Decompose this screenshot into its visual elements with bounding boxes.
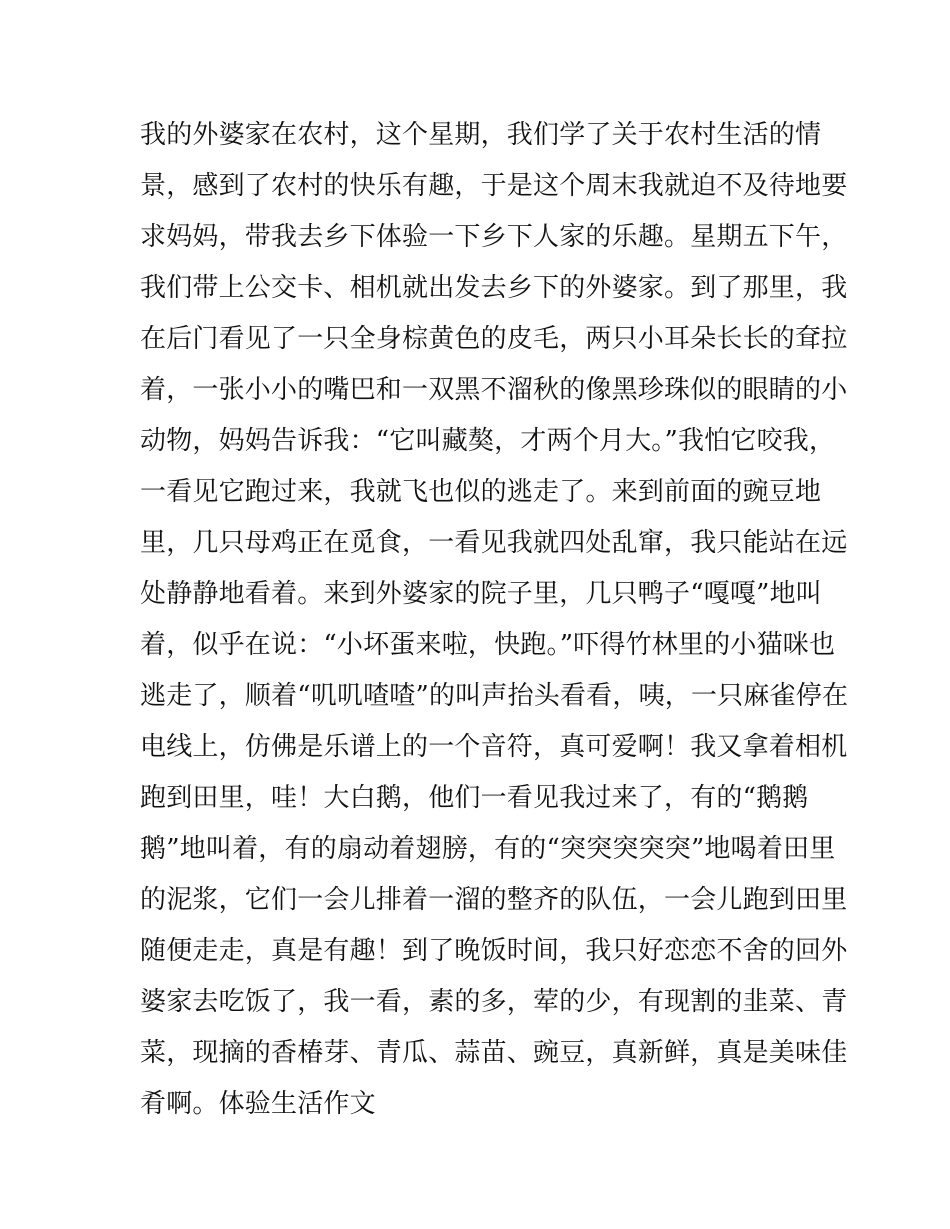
essay-line-20: 肴啊。体验生活作文 [140, 1089, 376, 1119]
essay-line-7: 动物，妈妈告诉我：“它叫藏獒，才两个月大。”我怕它咬我， [140, 426, 836, 456]
essay-line-17: 随便走走，真是有趣！到了晚饭时间，我只好恋恋不舍的回外 [140, 936, 848, 966]
essay-line-4: 我们带上公交卡、相机就出发去乡下的外婆家。到了那里，我 [140, 273, 848, 303]
essay-line-14: 跑到田里，哇！大白鹅，他们一看见我过来了，有的“鹅鹅 [140, 783, 809, 813]
essay-line-6: 着，一张小小的嘴巴和一双黑不溜秋的像黑珍珠似的眼睛的小 [140, 375, 848, 405]
essay-body [140, 110, 849, 1130]
essay-line-2: 景，感到了农村的快乐有趣，于是这个周末我就迫不及待地要 [140, 171, 848, 201]
essay-line-18: 婆家去吃饭了，我一看，素的多，荤的少，有现割的韭菜、青 [140, 987, 848, 1017]
essay-line-10: 处静静地看着。来到外婆家的院子里，几只鸭子“嘎嘎”地叫 [140, 579, 822, 609]
essay-line-13: 电线上，仿佛是乐谱上的一个音符，真可爱啊！我又拿着相机 [140, 732, 848, 762]
essay-line-9: 里，几只母鸡正在觅食，一看见我就四处乱窜，我只能站在远 [140, 528, 848, 558]
essay-line-16: 的泥浆，它们一会儿排着一溜的整齐的队伍，一会儿跑到田里 [140, 885, 848, 915]
essay-line-1: 我的外婆家在农村，这个星期，我们学了关于农村生活的情 [140, 120, 822, 150]
essay-line-3: 求妈妈，带我去乡下体验一下乡下人家的乐趣。星期五下午， [140, 222, 848, 252]
essay-line-15: 鹅”地叫着，有的扇动着翅膀，有的“突突突突突”地喝着田里 [140, 834, 836, 864]
essay-line-12: 逃走了，顺着“叽叽喳喳”的叫声抬头看看，咦，一只麻雀停在 [140, 681, 849, 711]
essay-line-8: 一看见它跑过来，我就飞也似的逃走了。来到前面的豌豆地 [140, 477, 822, 507]
essay-line-19: 菜，现摘的香椿芽、青瓜、蒜苗、豌豆，真新鲜，真是美味佳 [140, 1038, 848, 1068]
essay-line-5: 在后门看见了一只全身棕黄色的皮毛，两只小耳朵长长的耷拉 [140, 324, 848, 354]
essay-line-11: 着，似乎在说：“小坏蛋来啦，快跑。”吓得竹林里的小猫咪也 [140, 630, 836, 660]
